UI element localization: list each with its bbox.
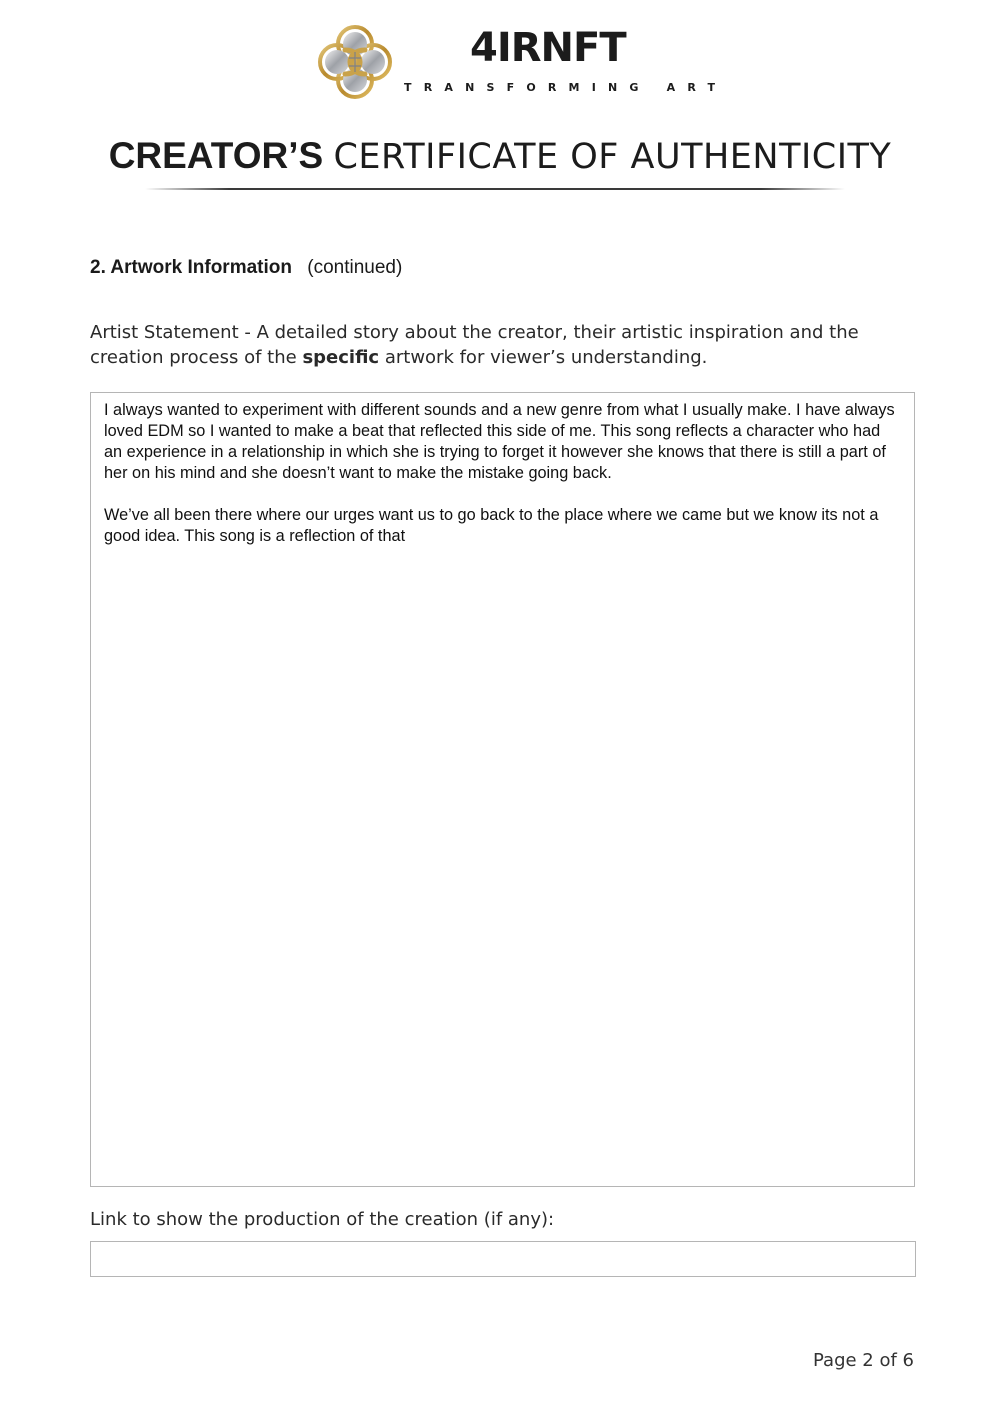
title-divider [145,188,845,190]
statement-paragraph: I always wanted to experiment with different sounds and a new genre from what I usually make. I have always loved EDM so I wanted to make a beat that reflected this side of me. This song reflects a character who had an experience in a relationship in which she is trying to forget it however she knows that there is still a part of her on his mind and she doesn’t want to make the mistake going back. [104,401,895,482]
section-heading [90,257,402,279]
prompt-text-emphasis: specific [302,347,380,368]
production-link-label: Link to show the production of the creation (if any): [90,1209,555,1230]
title-rest-part: CERTIFICATE OF AUTHENTICITY [333,137,892,177]
statement-paragraph: We’ve all been there where our urges want us to go back to the place where we came but we know its not a good idea. This song is a reflection of that [104,506,879,545]
page-number: Page 2 of 6 [813,1350,914,1371]
production-link-field[interactable] [90,1241,916,1277]
prompt-text-after: artwork for viewer’s understanding. [379,347,708,368]
title-bold-part: CREATOR’S [108,135,324,176]
section-title: 2. Artwork Information [90,257,292,278]
certificate-title [0,135,1000,177]
prompt-text-before: Artist Statement - A detailed story about the creator, their artistic inspiration and the creation process of the [90,322,859,368]
artist-statement-field[interactable] [90,392,915,1187]
brand-name: 4IRNFT [470,25,626,71]
brand-tagline: TRANSFORMING ART [404,81,728,94]
artist-statement-prompt [90,320,910,370]
brand-logo-icon [315,22,395,102]
section-continued-note: (continued) [307,257,403,278]
